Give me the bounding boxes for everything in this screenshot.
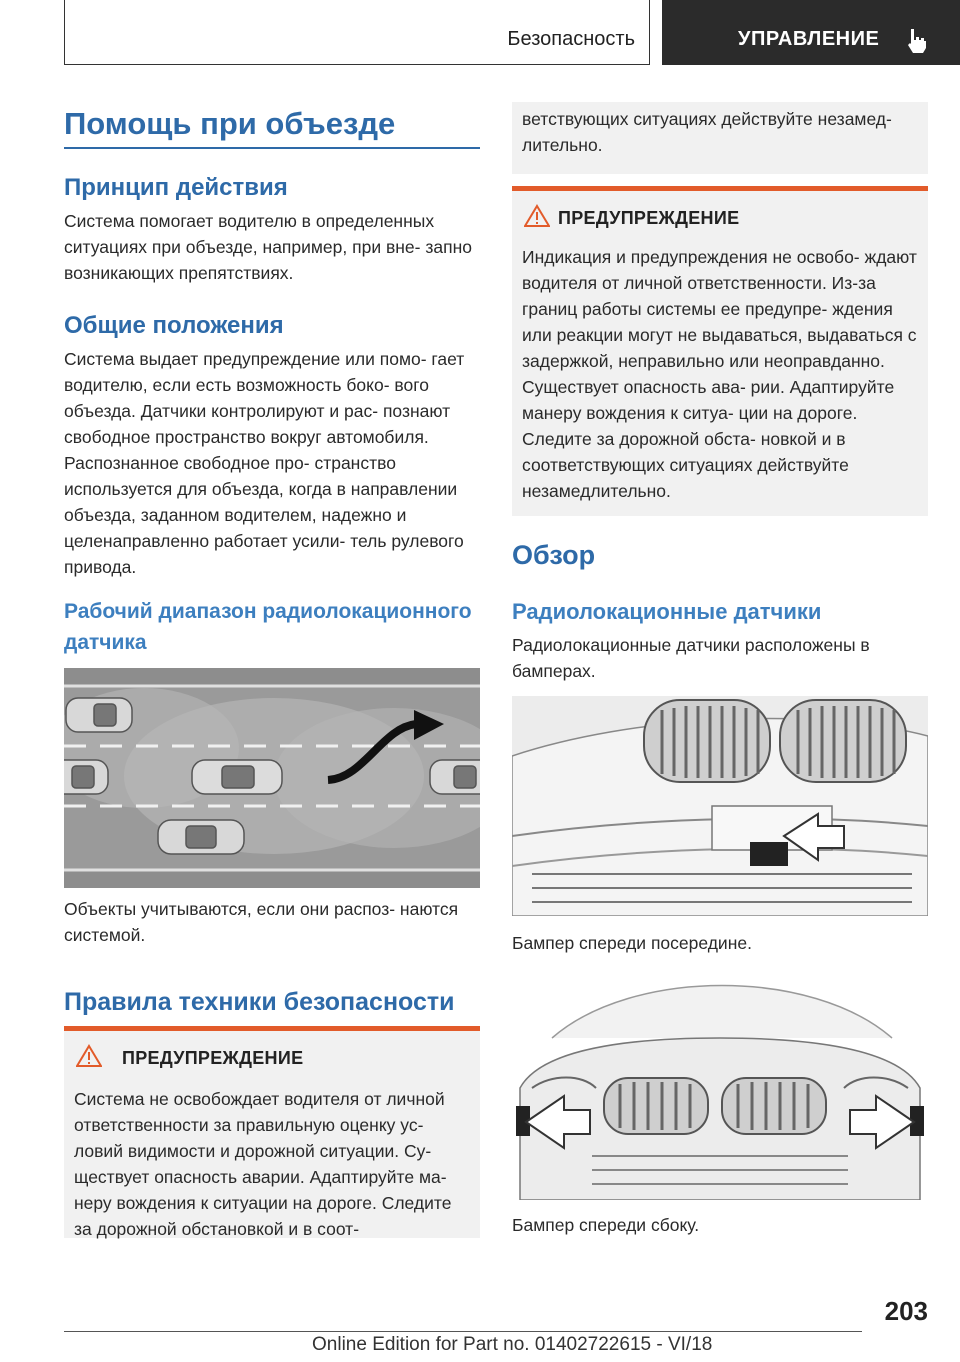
- car-bottom: [158, 820, 244, 854]
- header-section-box: [64, 0, 650, 65]
- heading-overview: Обзор: [512, 540, 596, 570]
- heading-principle: Принцип действия: [64, 174, 288, 201]
- car-top-left: [66, 698, 132, 732]
- heading-safety: Правила техники безопасности: [64, 988, 455, 1016]
- radar-range-caption: Объекты учитываются, если они распоз- наются системой.: [64, 899, 459, 945]
- heading-radar-sensors: Радиолокационные датчики: [512, 599, 822, 624]
- caption-bumper-side: Бампер спереди сбоку.: [512, 1215, 700, 1235]
- page-number: 203: [884, 1296, 928, 1326]
- warning-box-1: [64, 1026, 480, 1238]
- kidney-grille-left: [644, 700, 770, 782]
- footer-rule: [64, 1331, 862, 1332]
- bumper-center-illustration: [512, 696, 928, 916]
- paragraph-general: Система выдает предупреждение или помо- гает водителю, если есть возможность боко- вого объезда. Датчики контролируют и рас- познают свободное пространство вокруг автомобиля. Распознанное свободное про- странство используется для объезда, когда в направлении объезда, заданном водителем, надежно и целенаправленно работает усили- тель рулевого привода.: [64, 349, 465, 577]
- warning-bar: [512, 186, 928, 191]
- car-middle-left: [64, 760, 108, 794]
- heading-radar-range: Рабочий диапазон радиолокационного датчика: [64, 600, 472, 654]
- warning-box-2: [512, 186, 928, 516]
- warning-heading: ПРЕДУПРЕЖДЕНИЕ: [122, 1048, 304, 1068]
- page-title: Помощь при объезде: [64, 106, 396, 141]
- header-section-label: Безопасность: [507, 28, 635, 50]
- car-ego: [192, 760, 282, 794]
- warning-box-1-continued: [512, 102, 928, 174]
- warning-text: Система не освобождает водителя от личной ответственности за правильную оценку ус- ловий видимости и дорожной ситуации. Су- ществует опасность аварии. Адаптируйте ма- неру вождения к ситуации на дороге. Следите за дорожной обстановкой и в соот-: [74, 1089, 452, 1239]
- header-chapter-tab[interactable]: [662, 0, 960, 65]
- kidney-grille-right: [780, 700, 906, 782]
- warning-heading: ПРЕДУПРЕЖДЕНИЕ: [558, 208, 740, 228]
- warning-triangle-icon: [524, 204, 550, 228]
- paragraph-sensors: Радиолокационные датчики расположены в бамперах.: [512, 635, 870, 681]
- caption-bumper-center: Бампер спереди посередине.: [512, 933, 752, 953]
- warning-triangle-icon: [76, 1044, 102, 1068]
- warning-text-continued: ветствующих ситуациях действуйте незамед- лительно.: [522, 109, 892, 155]
- title-rule: [64, 147, 480, 149]
- car-right: [430, 760, 480, 794]
- paragraph-principle: Система помогает водителю в определенных ситуациях при объезде, например, при вне- запно возникающих препятствиях.: [64, 211, 472, 283]
- radar-range-illustration: [64, 668, 480, 888]
- heading-general: Общие положения: [64, 312, 284, 339]
- warning-bar: [64, 1026, 480, 1031]
- bumper-side-illustration: [512, 978, 928, 1200]
- hand-pointer-icon: [902, 26, 932, 56]
- warning-text: Индикация и предупреждения не освобо- ждают водителя от личной ответственности. Из-за границ работы системы ее предупре- ждения или реакции могут не выдаваться, выдаваться с задержкой, неправильно или неоправданно. Существует опасность ава- рии. Адаптируйте манеру вождения к ситуа- ции на дороге. Следите за дорожной обста- новкой и в соответствующих ситуациях действуйте незамедлительно.: [522, 247, 917, 501]
- footer-edition: Online Edition for Part no. 01402722615 - VI/18: [312, 1334, 713, 1355]
- header-chapter-label: УПРАВЛЕНИЕ: [738, 28, 880, 50]
